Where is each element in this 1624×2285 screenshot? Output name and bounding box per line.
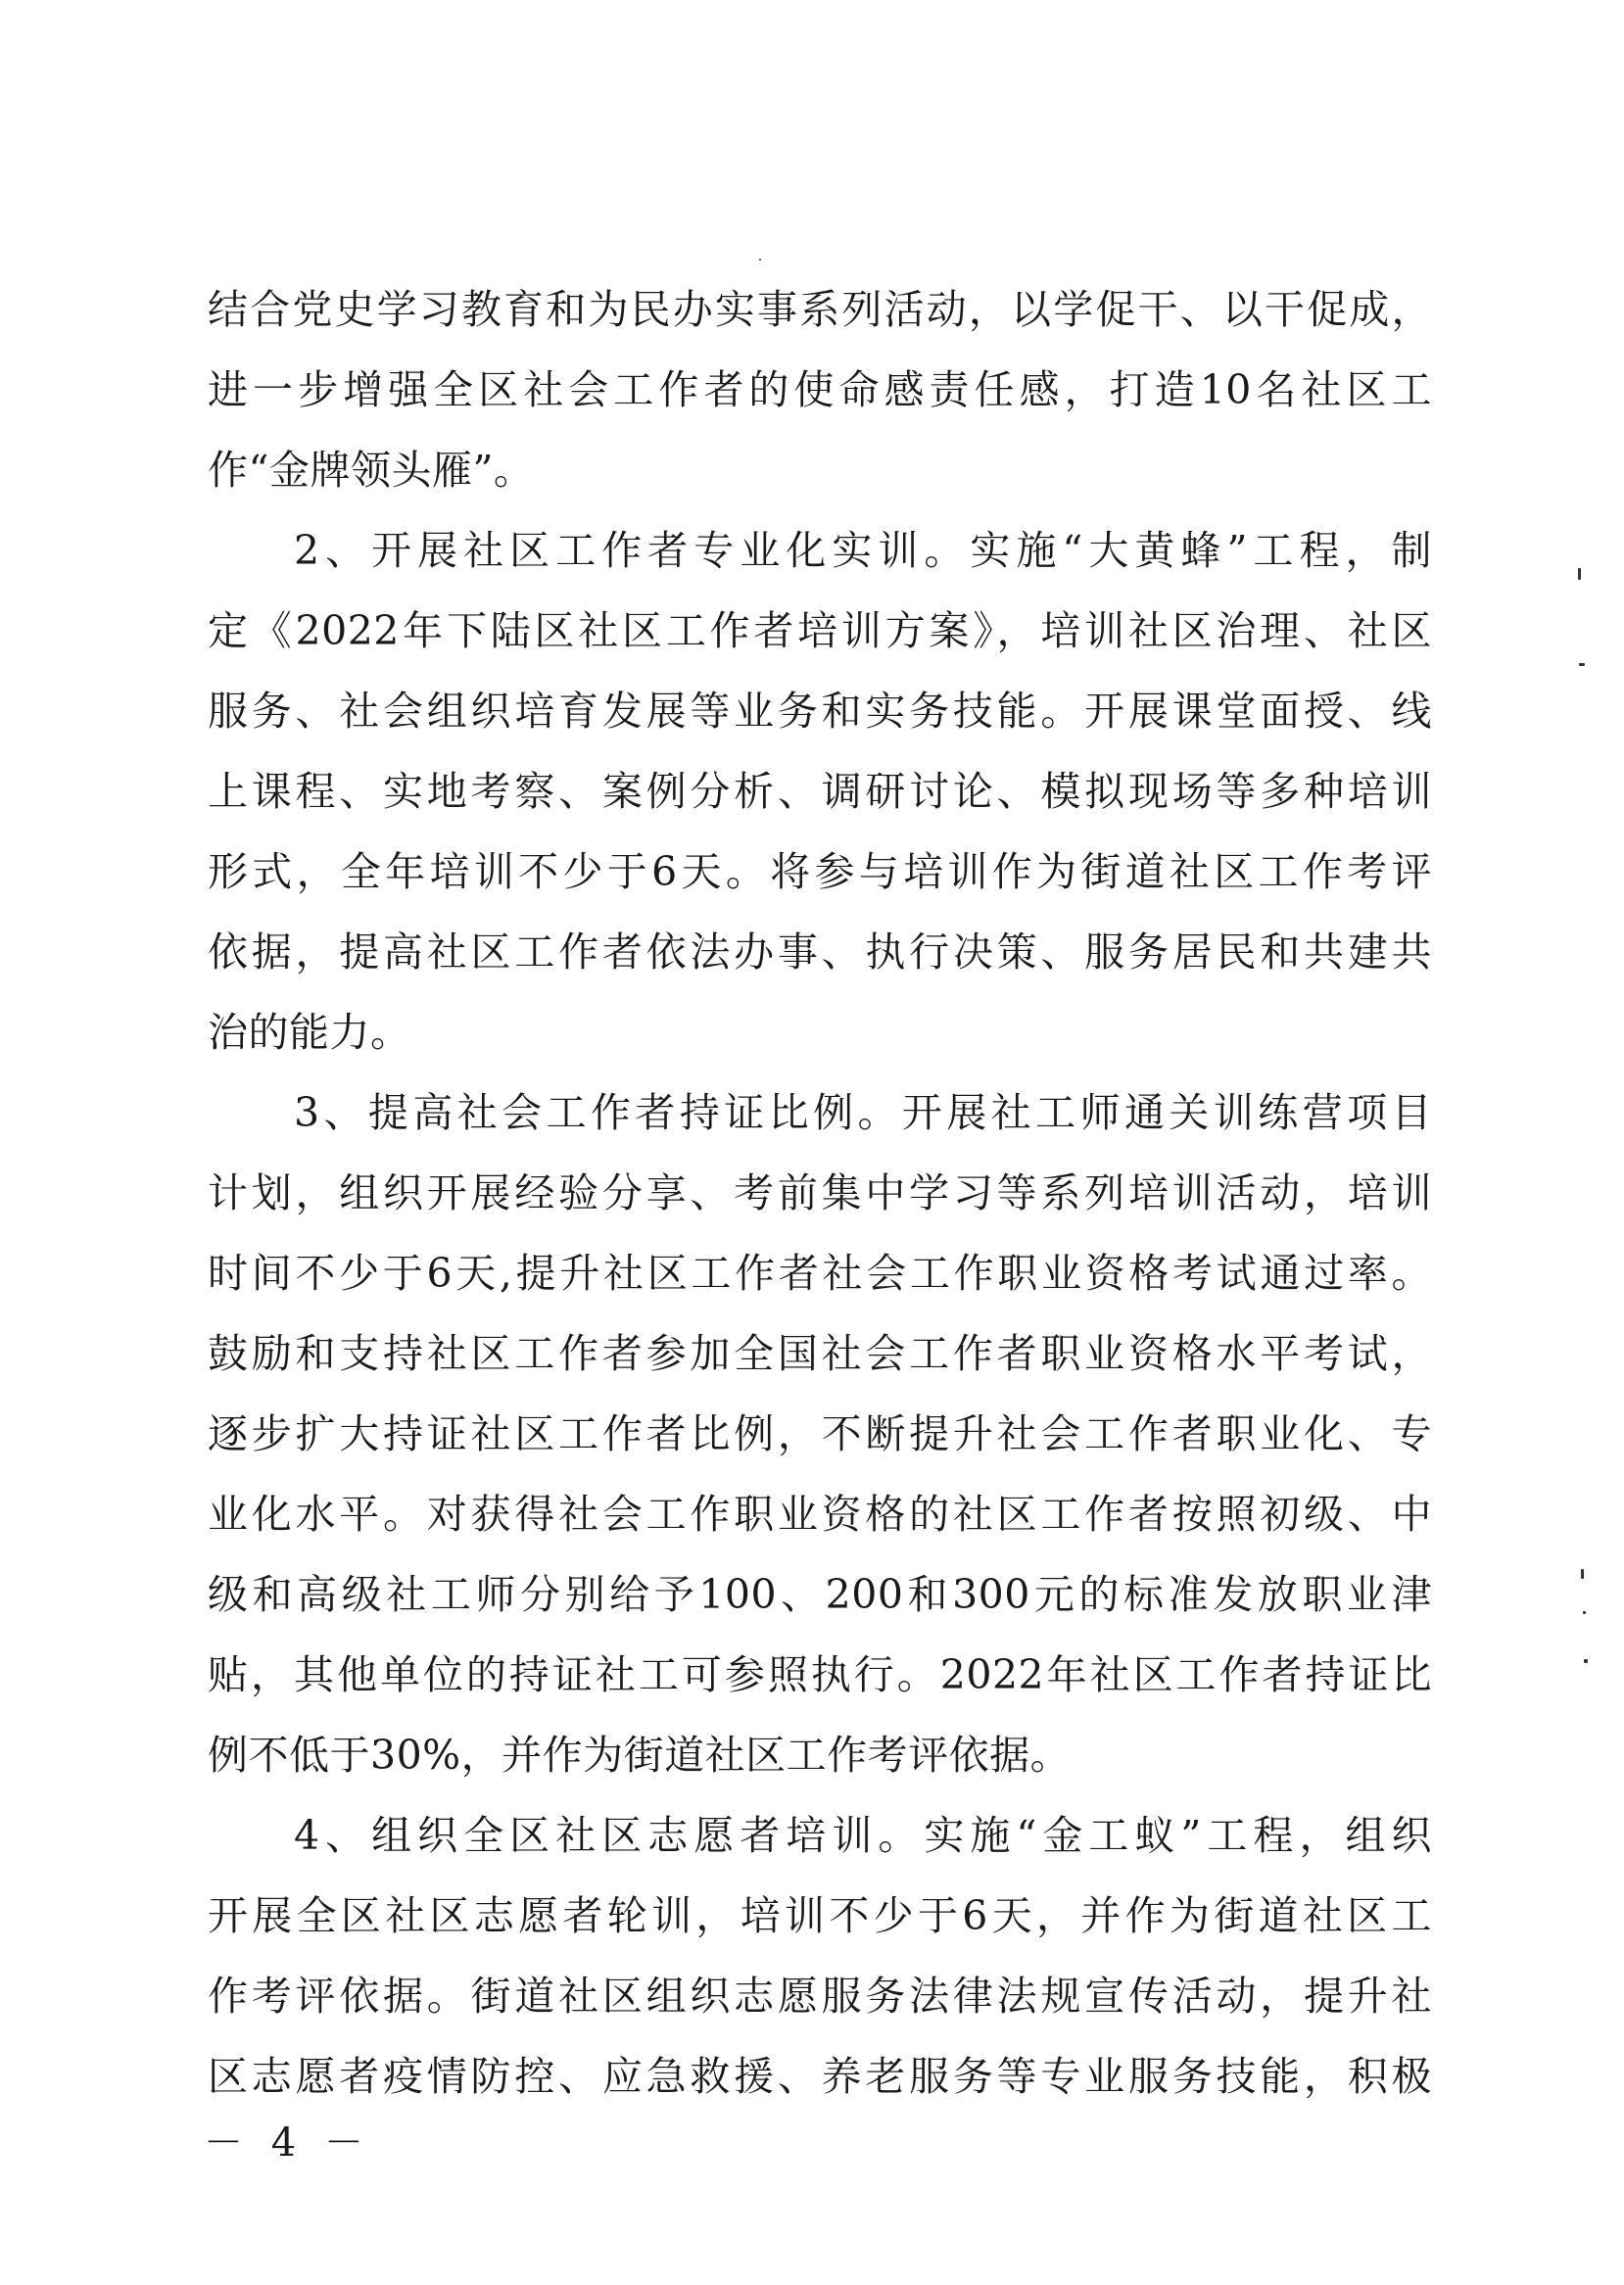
body-text-line: 依据，提高社区工作者依法办事、执行决策、服务居民和共建共 (208, 928, 1432, 976)
scan-speck (1578, 568, 1581, 580)
paragraph-heading-4: 4、组织全区社区志愿者培训。实施“金工蚁”工程，组织 (294, 1812, 1432, 1859)
body-text-line: 服务、社会组织培育发展等业务和实务技能。开展课堂面授、线 (208, 688, 1432, 735)
body-text-line: 上课程、实地考察、案例分析、调研讨论、模拟现场等多种培训 (208, 768, 1432, 815)
body-text-line: 结合党史学习教育和为民办实事系列活动，以学促干、以干促成， (208, 286, 1432, 333)
scan-speck (759, 259, 761, 261)
scan-speck (1581, 1569, 1584, 1579)
paragraph-heading-3: 3、提高社会工作者持证比例。开展社工师通关训练营项目 (294, 1089, 1432, 1136)
body-text-line: 作考评依据。街道社区组织志愿服务法律法规宣传活动，提升社 (208, 1973, 1432, 2020)
body-text-line: 贴，其他单位的持证社工可参照执行。2022年社区工作者持证比 (208, 1651, 1432, 1698)
body-text-line: 时间不少于6天,提升社区工作者社会工作职业资格考试通过率。 (208, 1250, 1432, 1297)
body-text-line: 鼓励和支持社区工作者参加全国社会工作者职业资格水平考试， (208, 1330, 1432, 1377)
page-number: － 4 － (204, 2120, 371, 2166)
body-text-line: 例不低于30%，并作为街道社区工作考评依据。 (208, 1732, 1072, 1779)
body-text-line: 区志愿者疫情防控、应急救援、养老服务等专业服务技能，积极 (208, 2053, 1432, 2100)
body-text-line: 定《2022年下陆区社区工作者培训方案》，培训社区治理、社区 (208, 607, 1432, 654)
body-text-line: 逐步扩大持证社区工作者比例，不断提升社会工作者职业化、专 (208, 1410, 1432, 1457)
body-text-line: 作“金牌领头雁”。 (208, 447, 535, 494)
body-text-line: 开展全区社区志愿者轮训，培训不少于6天，并作为街道社区工 (208, 1892, 1432, 1939)
body-text-line: 计划，组织开展经验分享、考前集中学习等系列培训活动，培训 (208, 1169, 1432, 1216)
body-text-line: 业化水平。对获得社会工作职业资格的社区工作者按照初级、中 (208, 1491, 1432, 1538)
body-text-line: 级和高级社工师分别给予100、200和300元的标准发放职业津 (208, 1571, 1432, 1618)
body-text-line: 形式，全年培训不少于6天。将参与培训作为街道社区工作考评 (208, 848, 1432, 895)
paragraph-heading-2: 2、开展社区工作者专业化实训。实施“大黄蜂”工程，制 (294, 527, 1432, 574)
scan-speck (1579, 663, 1585, 666)
scan-speck (1584, 1659, 1588, 1663)
body-text-line: 进一步增强全区社会工作者的使命感责任感，打造10名社区工 (208, 366, 1432, 413)
body-text-line: 治的能力。 (208, 1009, 411, 1056)
scan-speck (1583, 1611, 1586, 1614)
